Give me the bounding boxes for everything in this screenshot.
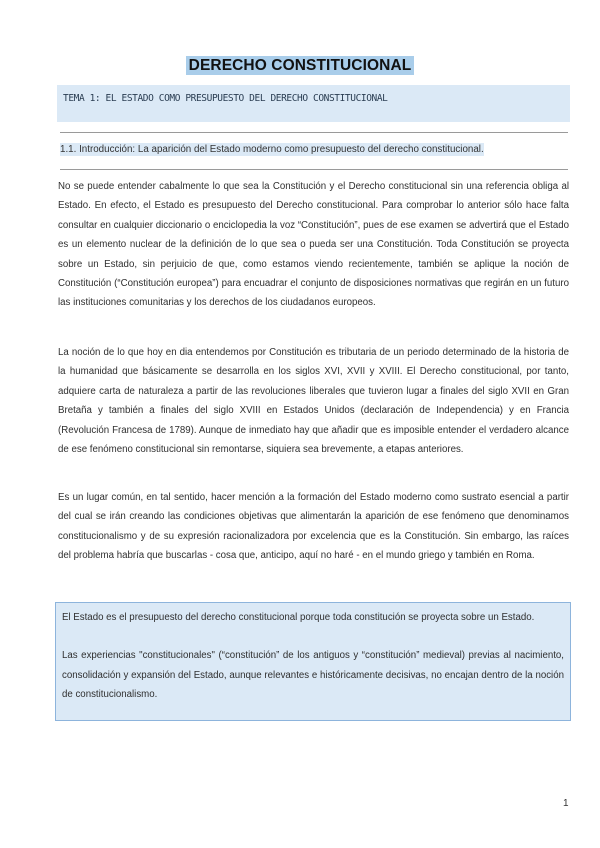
tema-heading: TEMA 1: EL ESTADO COMO PRESUPUESTO DEL DERECHO CONSTITUCIONAL: [63, 93, 388, 104]
tema-heading-box: [57, 85, 570, 122]
paragraph-1: No se puede entender cabalmente lo que sea la Constitución y el Derecho constitucional sin una referencia obliga al Estado. En efecto, el Estado es presupuesto del Derecho constitucional. Para comprobar lo anterior sólo hace falta consultar en cualquier diccionario o enciclopedia la voz “Constitución”, pues de ese examen se advertirá que el Estado es un elemento nuclear de la definición de lo que sea o pueda ser una Constitución. Toda Constitución se proyecta sobre un Estado, sin perjuicio de que, como estamos viendo recientemente, también se aplique la noción de Constitución (“Constitución europea”) para encuadrar el conjunto de disposiciones normativas que regirán en un futuro las instituciones comunitarias y los derechos de los ciudadanos europeos.: [58, 181, 569, 309]
paragraph-3: Es un lugar común, en tal sentido, hacer mención a la formación del Estado moderno como sustrato esencial a partir del cual se irán creando las condiciones objetivas que alimentarán la aparición de ese fenómeno que denominamos constitucionalismo y de su expresión racionalizadora por excelencia que es la Constitución. Sin embargo, las raíces del problema habría que buscarlas - cosa que, anticipo, aquí no haré - en el mundo griego y también en Roma.: [58, 492, 569, 562]
section-subtitle-text: 1.1. Introducción: La aparición del Estado moderno como presupuesto del derecho constitucional.: [60, 144, 484, 155]
summary-callout: [55, 602, 571, 721]
divider-top: [60, 132, 568, 133]
section-subtitle: [60, 144, 484, 155]
document-title-text: DERECHO CONSTITUCIONAL: [186, 56, 415, 75]
callout-paragraph-2: Las experiencias "constitucionales" (“constitución” de los antiguos y “constitución” medieval) previas al nacimiento, consolidación y expansión del Estado, aunque relevantes e históricamente decisivas, no encajan dentro de la noción de constitucionalismo.: [62, 650, 564, 701]
document-title: [0, 57, 600, 75]
divider-bottom: [60, 169, 568, 170]
page-number: 1: [563, 798, 569, 809]
callout-paragraph-1: El Estado es el presupuesto del derecho constitucional porque toda constitución se proyecta sobre un Estado.: [62, 612, 535, 623]
paragraph-2: La noción de lo que hoy en dia entendemos por Constitución es tributaria de un periodo determinado de la historia de la humanidad que básicamente se desarrolla en los siglos XVI, XVII y XVIII. El Derecho constitucional, por tanto, adquiere carta de naturaleza a partir de las revoluciones liberales que tuvieron lugar a finales del siglo XVII en Gran Bretaña y también a finales del siglo XVIII en Estados Unidos (declaración de Independencia) y en Francia (Revolución Francesa de 1789). Aunque de inmediato hay que añadir que es imposible entender el verdadero alcance de ese fenómeno constitucional sin remontarse, siquiera sea brevemente, a etapas anteriores.: [58, 347, 569, 456]
